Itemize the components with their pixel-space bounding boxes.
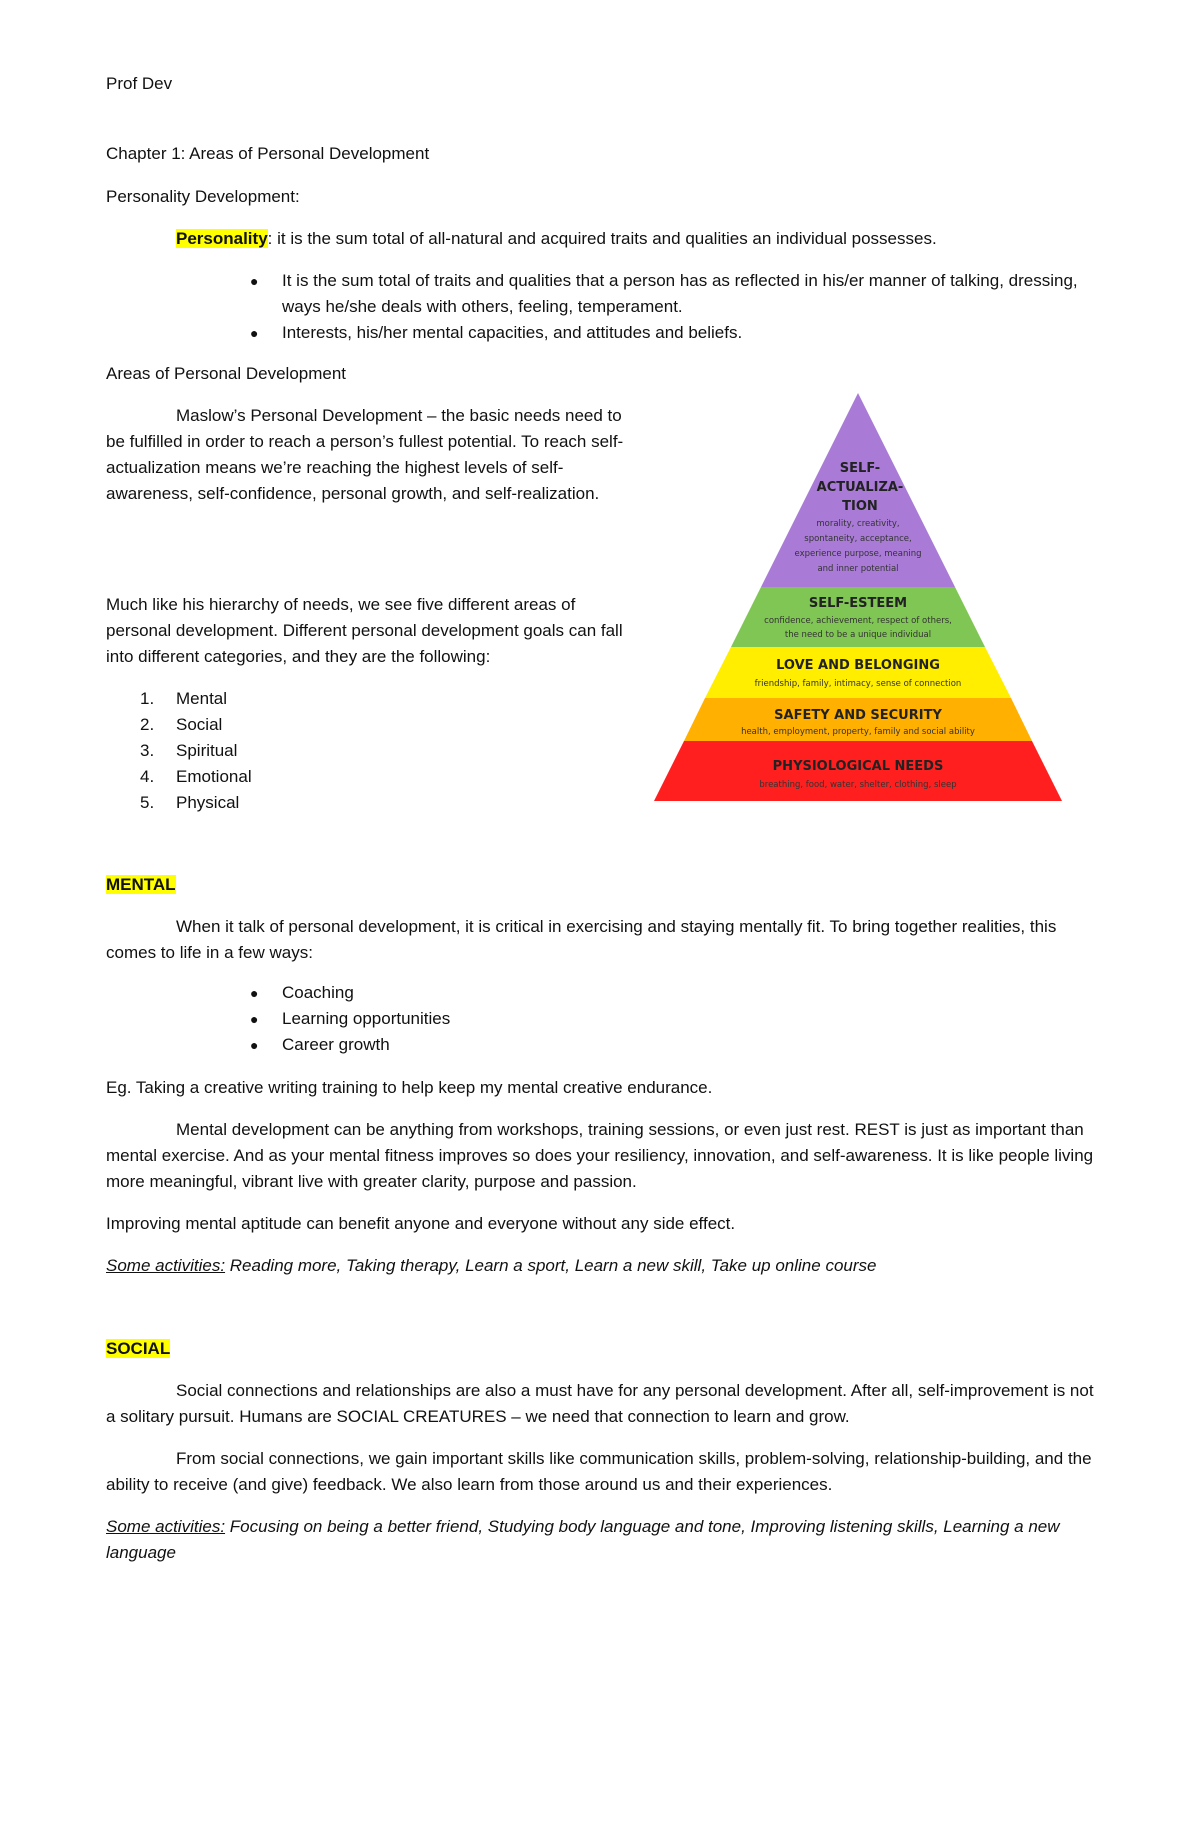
bullet-icon: ● [250, 325, 259, 341]
areas-list [140, 686, 252, 816]
mental-bullet-list [250, 980, 451, 1058]
pyramid-sublabel: breathing, food, water, shelter, clothing, sleep [759, 780, 957, 790]
social-activities [106, 1514, 1106, 1566]
pyramid-label: SAFETY AND SECURITY [774, 708, 942, 723]
bullet-icon: ● [250, 1037, 259, 1053]
pyramid-label: PHYSIOLOGICAL NEEDS [772, 759, 944, 774]
personality-heading: Personality Development: [106, 187, 300, 206]
pyramid-sublabel: experience purpose, meaning [794, 549, 922, 559]
pyramid-sublabel: the need to be a unique individual [784, 630, 932, 640]
hierarchy-paragraph: Much like his hierarchy of needs, we see five different areas of personal development. Different personal development goals can fall into different categories, and they are the following: [106, 595, 623, 666]
mental-heading: MENTAL [106, 875, 176, 894]
list-item: 3. Spiritual [140, 741, 238, 760]
maslow-pyramid [648, 393, 1068, 805]
pyramid-label: ACTUALIZA- [816, 480, 904, 495]
pyramid-sublabel: health, employment, property, family and social ability [741, 727, 975, 737]
list-item: 4. Emotional [140, 767, 252, 786]
pyramid-sublabel: friendship, family, intimacy, sense of connection [754, 679, 962, 689]
pyramid-sublabel: confidence, achievement, respect of others, [764, 616, 952, 626]
bullet-icon: ● [250, 1011, 259, 1027]
maslow-paragraph: Maslow’s Personal Development – the basic needs need to be fulfilled in order to reach a person’s fullest potential. To reach self-actualization means we’re reaching the highest levels of self-awareness, self-confidence, personal growth, and self-realization. [106, 406, 624, 503]
pyramid-label: SELF-ESTEEM [808, 596, 908, 611]
mental-activities [106, 1253, 1106, 1279]
document-header: Prof Dev [106, 74, 173, 93]
pyramid-sublabel: spontaneity, acceptance, [804, 534, 912, 544]
list-item: ● It is the sum total of traits and qualities that a person has as reflected in his/er manner of talking, dressing, ways he/she deals with others, feeling, temperament. [282, 268, 1082, 320]
social-heading: SOCIAL [106, 1339, 171, 1358]
list-item: ● Career growth [282, 1032, 450, 1058]
personality-bullet-list [250, 268, 1082, 346]
personality-term: Personality [176, 229, 268, 248]
activities-text: Focusing on being a better friend, Studying body language and tone, Improving listening skills, Learning a new language [106, 1517, 1060, 1562]
personality-definition [176, 226, 1116, 252]
mental-intro: When it talk of personal development, it is critical in exercising and staying mentally fit. To bring together realities, this comes to life in a few ways: [106, 917, 1057, 962]
mental-example: Eg. Taking a creative writing training to help keep my mental creative endurance. [106, 1078, 713, 1097]
activities-label: Some activities: [106, 1517, 226, 1536]
list-item: 2. Social [140, 715, 223, 734]
bullet-icon: ● [250, 273, 259, 289]
pyramid-sublabel: and inner potential [817, 564, 899, 574]
social-paragraph-2: From social connections, we gain important skills like communication skills, problem-solving, relationship-building, and the ability to receive (and give) feedback. We also learn from those around us and their experiences. [106, 1449, 1092, 1494]
list-item: ● Coaching [282, 980, 450, 1006]
personality-definition-text: : it is the sum total of all-natural and acquired traits and qualities an individual possesses. [267, 229, 937, 248]
pyramid-label: LOVE AND BELONGING [776, 658, 940, 673]
list-item: ● Interests, his/her mental capacities, and attitudes and beliefs. [282, 320, 1082, 346]
pyramid-label: SELF- [839, 461, 881, 476]
list-item: 5. Physical [140, 793, 240, 812]
social-paragraph-1: Social connections and relationships are also a must have for any personal development. After all, self-improvement is not a solitary pursuit. Humans are SOCIAL CREATURES – we need that connection to learn and grow. [106, 1381, 1094, 1426]
bullet-icon: ● [250, 985, 259, 1001]
activities-text: Reading more, Taking therapy, Learn a sport, Learn a new skill, Take up online course [225, 1256, 877, 1275]
areas-heading: Areas of Personal Development [106, 364, 347, 383]
list-item: 1. Mental [140, 689, 228, 708]
pyramid-sublabel: morality, creativity, [816, 519, 900, 529]
mental-paragraph-2: Mental development can be anything from workshops, training sessions, or even just rest. REST is just as important than mental exercise. And as your mental fitness improves so does your resiliency, innovation, and self-awareness. It is like people living more meaningful, vibrant live with greater clarity, purpose and passion. [106, 1120, 1094, 1191]
chapter-title: Chapter 1: Areas of Personal Development [106, 144, 430, 163]
list-item: ● Learning opportunities [282, 1006, 450, 1032]
pyramid-label: TION [842, 499, 878, 514]
activities-label: Some activities: [106, 1256, 226, 1275]
mental-paragraph-3: Improving mental aptitude can benefit anyone and everyone without any side effect. [106, 1214, 736, 1233]
